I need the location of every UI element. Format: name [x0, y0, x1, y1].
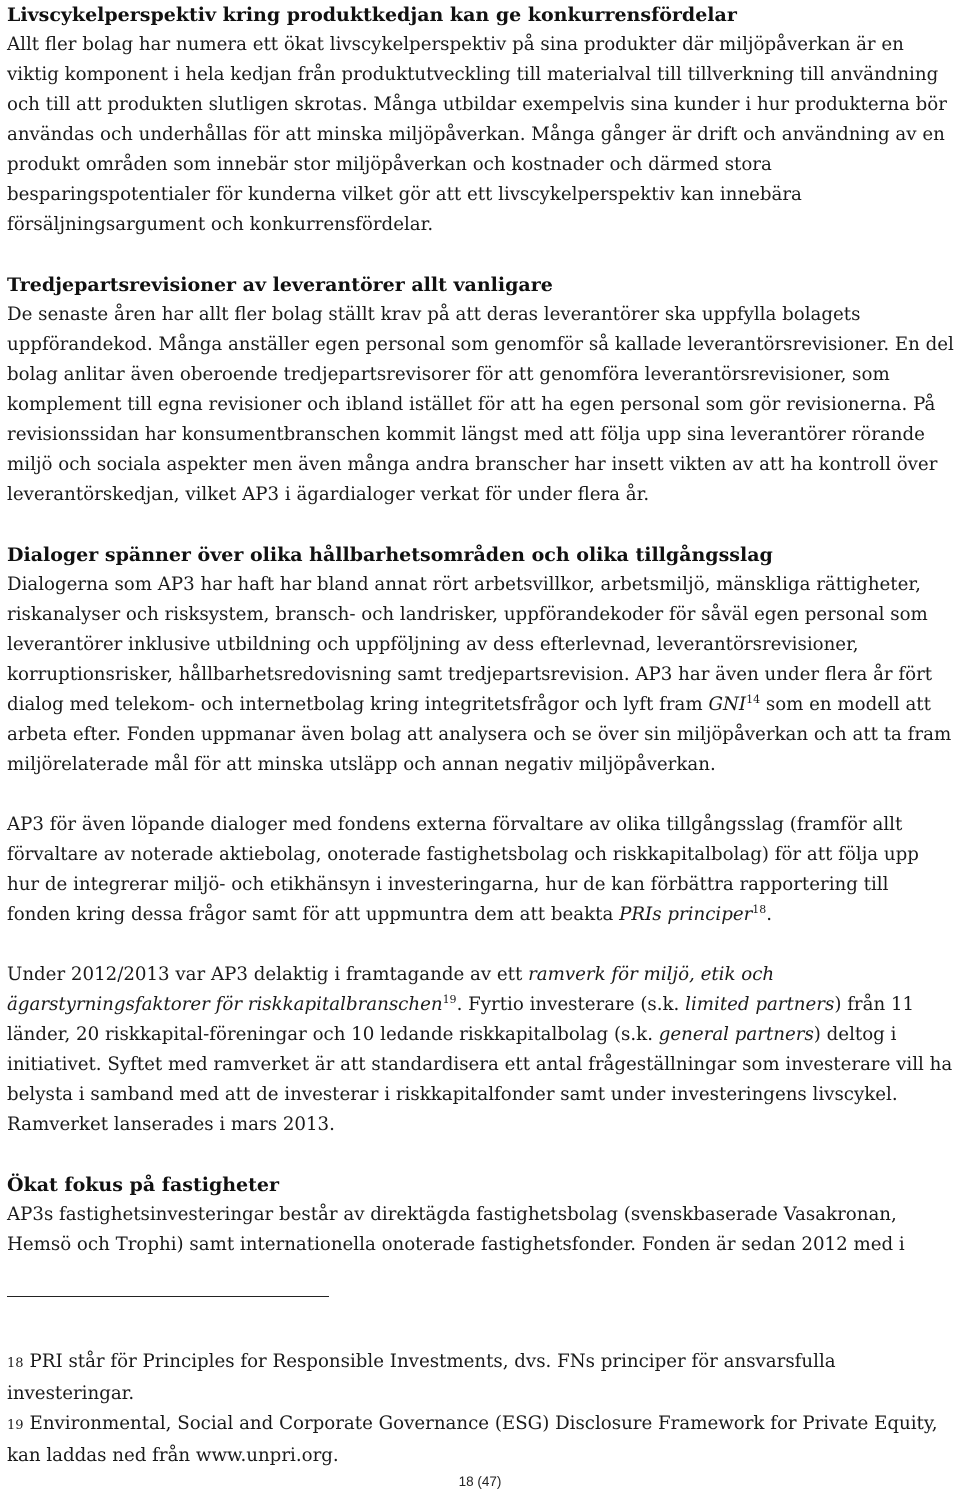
document-page — [7, 0, 955, 1260]
section-dialogues — [7, 540, 955, 780]
footnote-divider — [7, 1296, 329, 1297]
section-heading: Livscykelperspektiv kring produktkedjan kan ge konkurrensfördelar — [7, 4, 737, 26]
section-heading: Dialoger spänner över olika hållbarhetsområden och olika tillgångsslag — [7, 544, 773, 566]
section-paragraph: Under 2012/2013 var AP3 delaktig i framtagande av ett ramverk för miljö, etik och ägarstyrningsfaktorer för riskkapitalbranschen$^{19}$. Fyrtio investerare (s.k. limited partners) från 11 länder, 20 riskkapital-föreningar och 10 ledande riskkapitalbolag (s.k. general partners) deltog i initiativet. Syftet med ramverket är att standardisera ett antal frågeställningar som investerare vill ha belysta i samband med att de investerar i riskkapitalfonder samt under investeringens livscykel. Ramverket lanserades i mars 2013. — [7, 964, 953, 1135]
footnote-ref: 14 — [746, 692, 761, 706]
framework-title: ramverk för miljö, etik och ägarstyrningsfaktorer för riskkapitalbranschen — [7, 964, 775, 1015]
section-paragraph: Allt fler bolag har numera ett ökat livscykelperspektiv på sina produkter där miljöpåverkan är en viktig komponent i hela kedjan från produktutveckling till materialval till tillverkning till användning och till att produkten slutligen skrotas. Många utbildar exempelvis sina kunder i hur produkterna bör användas och underhållas för att minska miljöpåverkan. Många gånger är drift och användning av en produkt områden som innebär stor miljöpåverkan och kostnader och därmed stora besparingspotentialer för kunderna vilket gör att ett livscykelperspektiv kan innebära försäljningsargument och konkurrensfördelar. — [7, 34, 947, 235]
section-paragraph: AP3 för även löpande dialoger med fondens externa förvaltare av olika tillgångsslag (framför allt förvaltare av noterade aktiebolag, onoterade fastighetsbolag och riskkapitalbolag) för att följa upp hur de integrerar miljö- och etikhänsyn i investeringarna, hur de kan förbättra rapportering till fonden kring dessa frågor samt för att uppmuntra dem att beakta PRIs principer$^{18}$. — [7, 814, 919, 925]
section-heading: Tredjepartsrevisioner av leverantörer allt vanligare — [7, 274, 553, 296]
section-paragraph: De senaste åren har allt fler bolag ställt krav på att deras leverantörer ska uppfylla bolagets uppförandekod. Många anställer egen personal som genomför så kallade leverantörsrevisioner. En del bolag anlitar även oberoende tredjepartsrevisorer för att genomföra leverantörsrevisioner, som komplement till egna revisioner och ibland istället för att ha egen personal som gör revisionerna. På revisionssidan har konsumentbranschen kommit längst med att följa upp sina leverantörer rörande miljö och sociala aspekter men även många andra branscher har insett vikten av att ha kontroll över leverantörskedjan, vilket AP3 i ägardialoger verkat för under flera år. — [7, 304, 954, 505]
section-heading: Ökat fokus på fastigheter — [7, 1174, 280, 1196]
section-paragraph: AP3s fastighetsinvesteringar består av direktägda fastighetsbolag (svenskbaserade Vasakronan, Hemsö och Trophi) samt internationella onoterade fastighetsfonder. Fonden är sedan 2012 med i — [7, 1204, 905, 1255]
section-external-managers — [7, 810, 955, 930]
footnote-ref: 19 — [442, 992, 457, 1006]
footnote-19: 19 Environmental, Social and Corporate Governance (ESG) Disclosure Framework for Private Equity, kan laddas ned från www.unpri.org. — [7, 1413, 938, 1466]
pri-term: PRIs principer — [619, 904, 753, 925]
footnotes — [7, 1347, 952, 1471]
section-lifecycle — [7, 0, 955, 240]
general-partners-term: general partners — [658, 1024, 814, 1045]
section-private-equity-framework — [7, 960, 955, 1140]
limited-partners-term: limited partners — [685, 994, 835, 1015]
footnote-18: 18 PRI står för Principles for Responsible Investments, dvs. FNs principer för ansvarsfulla investeringar. — [7, 1351, 836, 1404]
gni-term: GNI — [708, 694, 747, 715]
section-paragraph: Dialogerna som AP3 har haft har bland annat rört arbetsvillkor, arbetsmiljö, mänskliga rättigheter, riskanalyser och risksystem, bransch- och landrisker, uppförandekoder för såväl egen personal som leverantörer inklusive utbildning och uppföljning av dess efterlevnad, leverantörsrevisioner, korruptionsrisker, hållbarhetsredovisning samt tredjepartsrevision. AP3 har även under flera år fört dialog med telekom- och internetbolag kring integritetsfrågor och lyft fram GNI$^{14}$ som en modell att arbeta efter. Fonden uppmanar även bolag att analysera och se över sin miljöpåverkan och att ta fram miljörelaterade mål för att minska utsläpp och annan negativ miljöpåverkan. — [7, 574, 952, 775]
section-real-estate — [7, 1170, 955, 1260]
page-number: 18 (47) — [458, 1474, 502, 1489]
section-third-party-audits — [7, 270, 955, 510]
footnote-ref: 18 — [752, 902, 767, 916]
